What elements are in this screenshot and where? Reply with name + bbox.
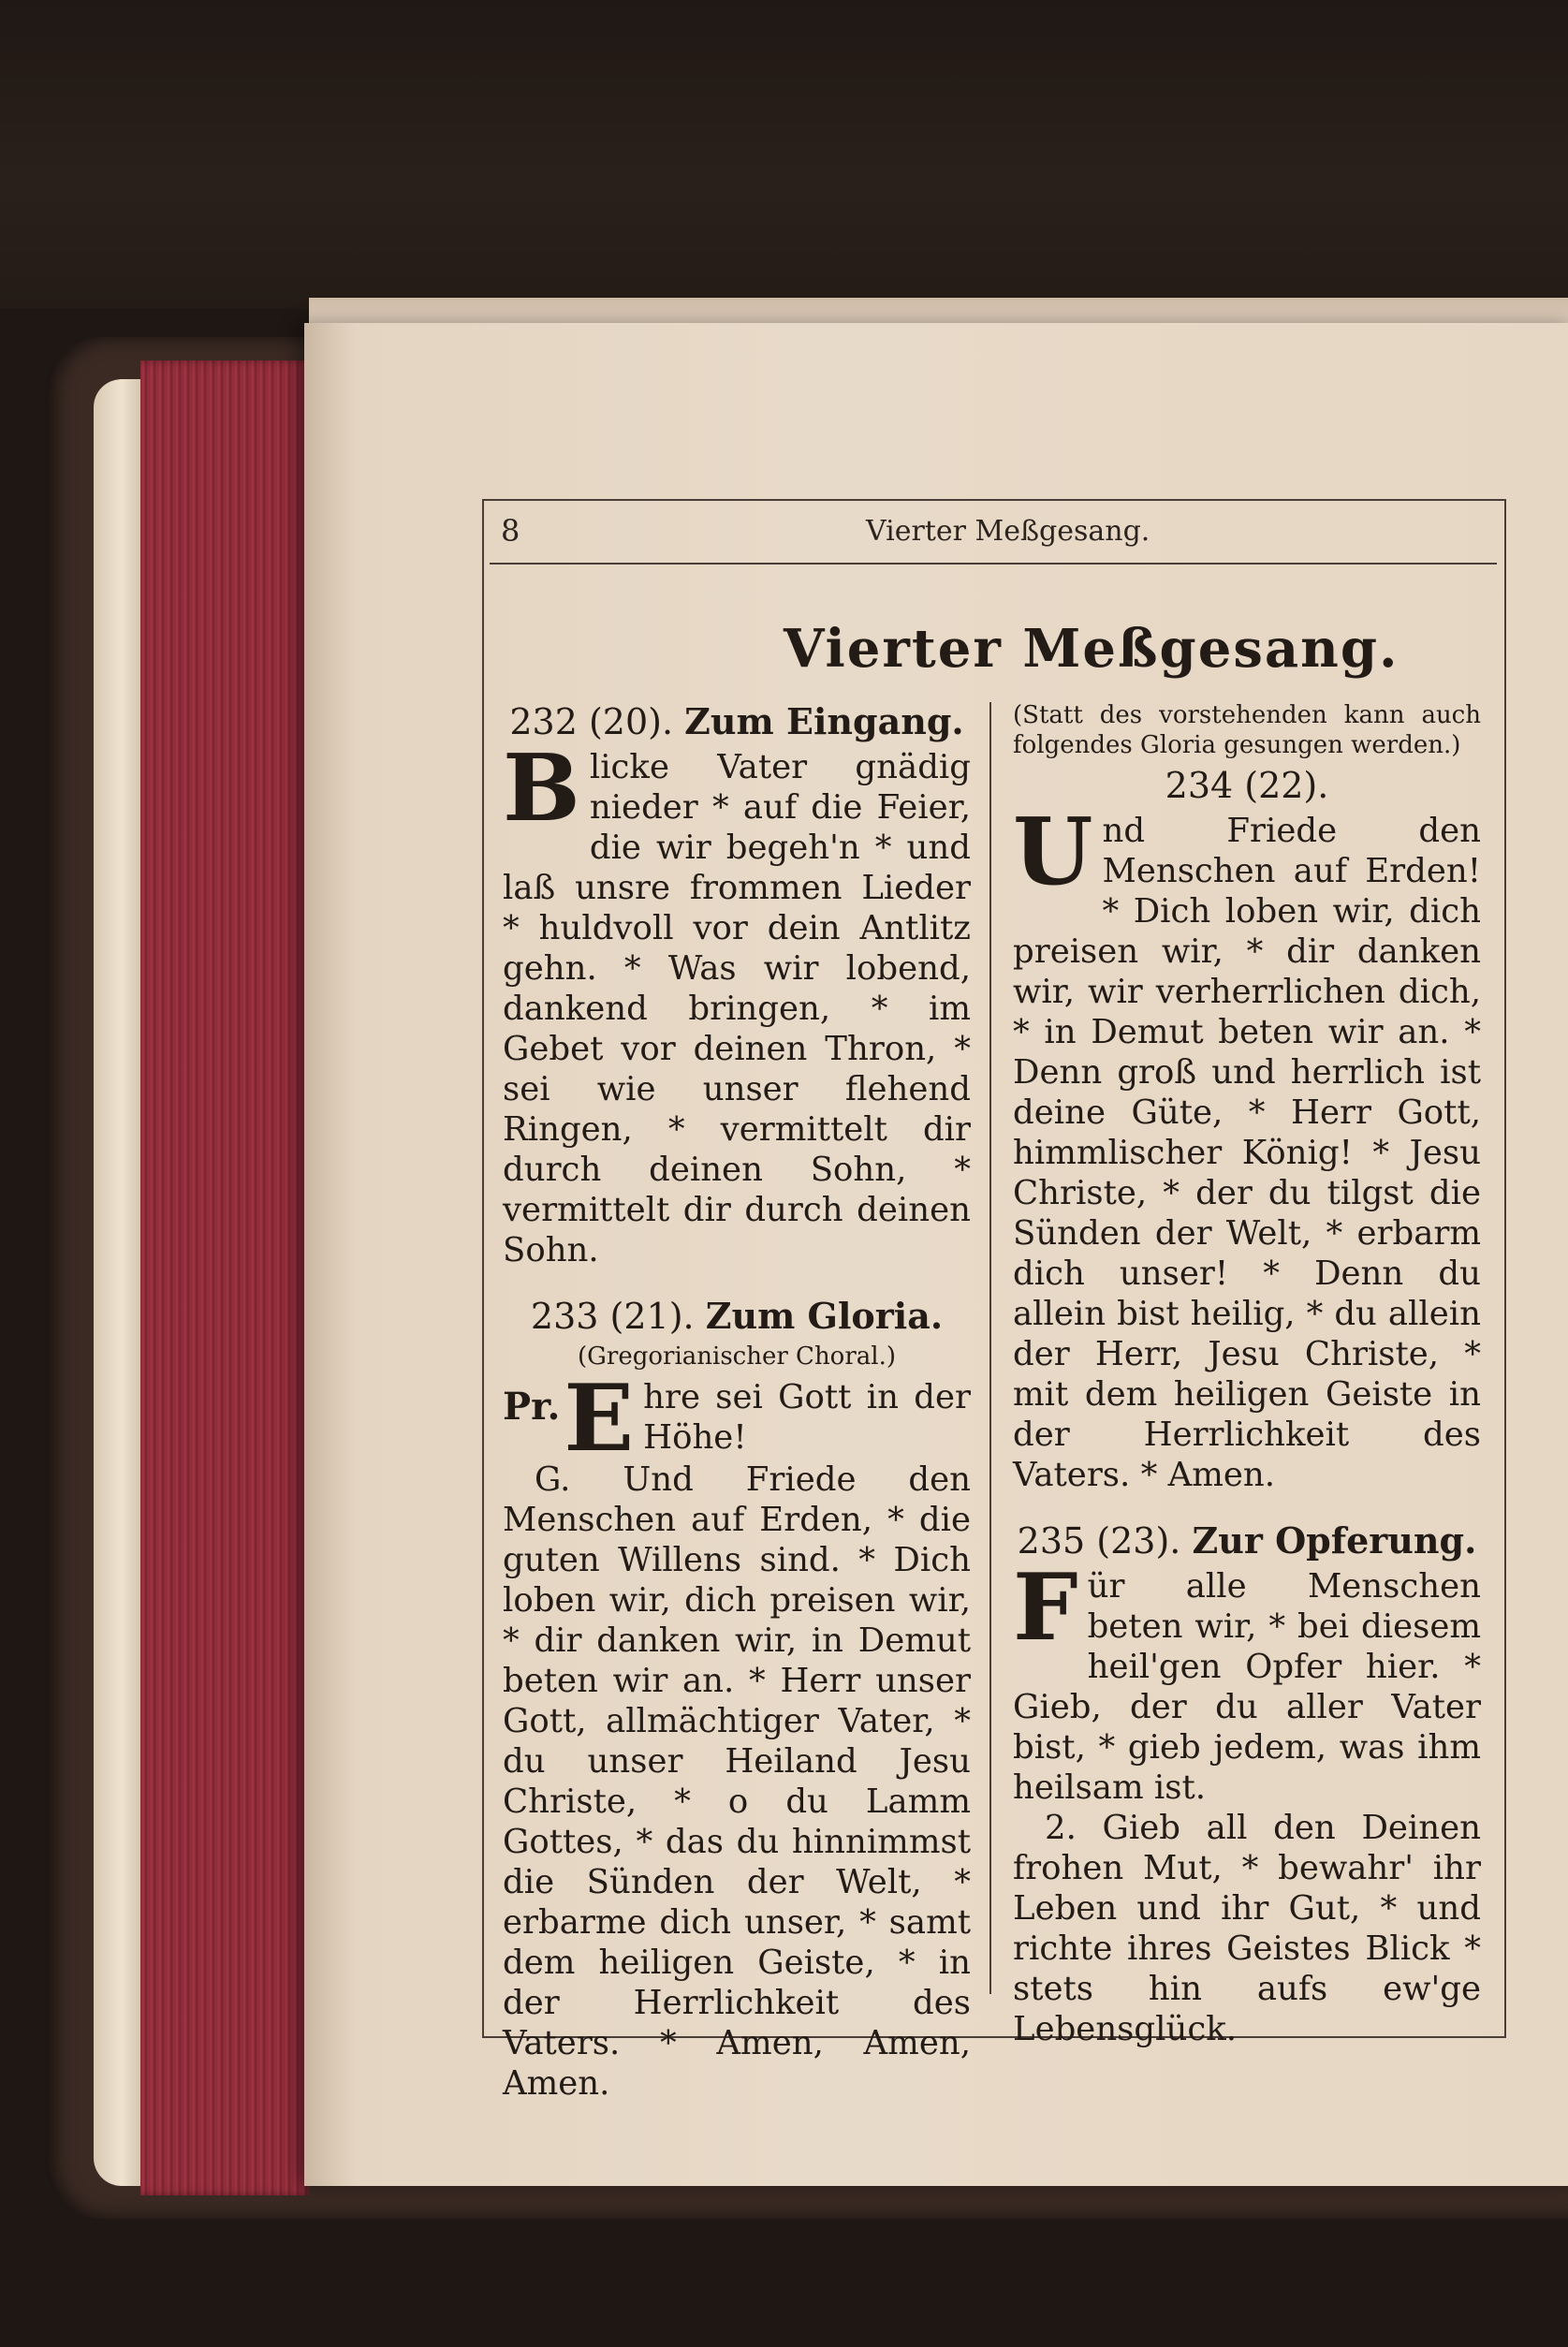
hymn-232-number: 232 (20). <box>509 701 674 742</box>
hymn-233-heading <box>503 1295 971 1338</box>
hymn-232-text <box>503 735 971 1270</box>
page-edges-red <box>140 360 309 2195</box>
hymn-234-initial: U <box>1013 799 1093 906</box>
hymn-232-body: licke Vater gnädig nieder * auf die Feier, die wir begeh'n * und laß unsre frommen Lieder * huldvoll vor dein Antlitz gehn. * Was wir lobend, dankend bringen, * im Gebet vor deinen Thron, * sei wie unser flehend Ringen, * vermittelt dir durch deinen Sohn, * vermittelt dir durch deinen Sohn. <box>503 748 971 1269</box>
left-column <box>503 700 971 2104</box>
page-number: 8 <box>501 513 520 549</box>
hymn-234-body: nd Friede den Menschen auf Erden! * Dich loben wir, dich preisen wir, * dir danken wir, wir verherrlichen dich, * in Demut beten wir an. * Denn groß und herrlich ist deine Güte, * Herr Gott, himmlischer König! * Jesu Christe, * der du tilgst die Sünden der Welt, * erbarm dich unser! * Denn du allein bist heilig, * du allein der Herr, Jesu Christe, * mit dem heiligen Geiste in der Herrlichkeit des Vaters. * Amen. <box>1013 812 1481 1494</box>
hymn-232-title: Zum Eingang. <box>684 700 964 742</box>
right-column <box>1013 700 1481 2049</box>
hymn-235-number: 235 (23). <box>1017 1520 1181 1562</box>
hymn-233-title: Zum Gloria. <box>705 1295 944 1337</box>
hymn-233-note: (Gregorianischer Choral.) <box>577 1342 896 1371</box>
hymn-235-initial: F <box>1013 1554 1078 1662</box>
priest-label: Pr. <box>503 1385 561 1429</box>
hymn-233-number: 233 (21). <box>530 1296 695 1337</box>
hymn-235-heading <box>1013 1519 1481 1562</box>
running-head: Vierter Meßgesang. <box>866 515 1150 548</box>
hymn-232-initial: B <box>503 735 580 843</box>
hymn-233-intro-text: hre sei Gott in der Höhe! <box>643 1378 971 1457</box>
hymn-235-text <box>1013 1554 1481 1808</box>
hymn-233-text: G. Und Friede den Menschen auf Erden, * die guten Willens sind. * Dich loben wir, dich preisen wir, * dir danken wir, in Demut beten wir an. * Herr unser Gott, allmächtiger Vater, * du unser Heiland Jesu Christe, * o du Lamm Gottes, * das du hinnimmst die Sünden der Welt, * erbarme dich unser, * samt dem heiligen Geiste, * in der Herrlichkeit des Vaters. * Amen, Amen, Amen. <box>503 1460 971 2103</box>
header-rule <box>490 563 1497 565</box>
background-top <box>0 0 1568 309</box>
hymn-233-initial: E <box>564 1365 635 1473</box>
hymn-234-number: 234 (22). <box>1165 765 1329 806</box>
hymn-235-verse-2: 2. Gieb all den Deinen frohen Mut, * bewahr' ihr Leben und ihr Gut, * und richte ihres Geistes Blick * stets hin aufs ew'ge Lebensglück. <box>1013 1809 1481 2048</box>
spacer <box>1013 1495 1481 1519</box>
hymn-232-heading <box>503 700 971 743</box>
background-bottom <box>0 2228 1568 2347</box>
spacer <box>503 1270 971 1295</box>
page-title: Vierter Meßgesang. <box>784 618 1399 680</box>
column-divider <box>989 702 991 1994</box>
hymn-234-text <box>1013 799 1481 1495</box>
hymn-234-note: (Statt des vorstehenden kann auch folgendes Gloria gesungen werden.) <box>1013 701 1481 759</box>
hymn-235-body: ür alle Menschen beten wir, * bei diesem heil'gen Opfer hier. * Gieb, der du aller Vater bist, * gieb jedem, was ihm heilsam ist. <box>1013 1567 1481 1807</box>
hymn-233-intro <box>503 1365 971 1473</box>
hymn-235-title: Zur Opferung. <box>1192 1519 1477 1562</box>
